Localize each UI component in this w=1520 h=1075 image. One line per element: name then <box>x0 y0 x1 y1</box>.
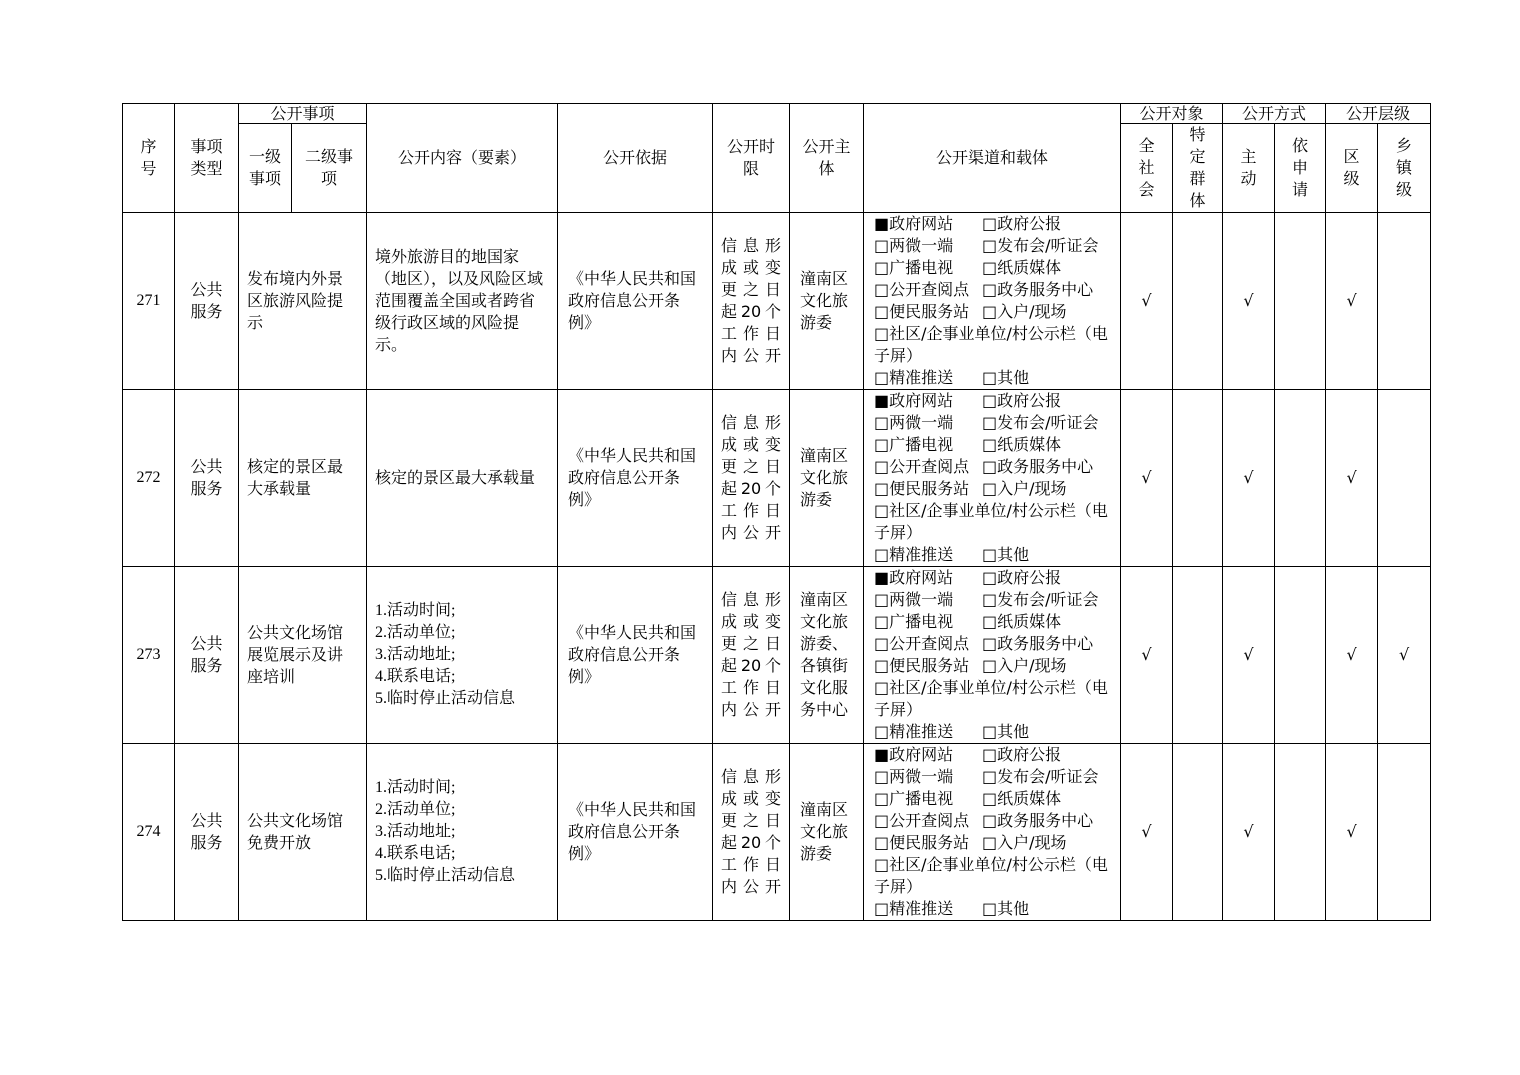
header-target: 公开对象 <box>1121 104 1223 124</box>
channel-other: □其他 <box>982 722 1030 741</box>
header-level-district: 区 级 <box>1326 124 1378 213</box>
header-type: 事项 类型 <box>175 104 239 213</box>
row-time-limit: 信息形成或变更之日起20个工作日内公开 <box>713 213 790 390</box>
row-content <box>367 567 558 744</box>
channel-press: □发布会/听证会 <box>982 236 1099 255</box>
channel-broadcast: □广播电视 <box>874 789 954 808</box>
row-type: 公共 服务 <box>175 390 239 567</box>
mark-target-all: √ <box>1121 744 1173 921</box>
channel-other: □其他 <box>982 368 1030 387</box>
header-subject: 公开主 体 <box>790 104 864 213</box>
channel-gov-site: ■政府网站 <box>874 391 954 410</box>
channel-community: □社区/企事业单位/村公示栏（电 <box>874 678 1108 697</box>
row-subject: 潼南区文化旅游委 <box>790 213 864 390</box>
row-basis: 《中华人民共和国政府信息公开条例》 <box>558 567 713 744</box>
channel-broadcast: □广播电视 <box>874 435 954 454</box>
row-basis: 《中华人民共和国政府信息公开条例》 <box>558 390 713 567</box>
table-row-274 <box>123 744 1431 921</box>
mark-method-active: √ <box>1223 744 1275 921</box>
table-row-272 <box>123 390 1431 567</box>
mark-method-apply <box>1275 744 1326 921</box>
channel-other: □其他 <box>982 545 1030 564</box>
channel-press: □发布会/听证会 <box>982 413 1099 432</box>
mark-level-town <box>1378 213 1431 390</box>
channel-service-center: □政务服务中心 <box>982 634 1094 653</box>
channel-community-cont: 子屏） <box>874 877 923 896</box>
row-type: 公共 服务 <box>175 213 239 390</box>
content-line: 4.联系电话; <box>375 668 456 685</box>
channel-community-cont: 子屏） <box>874 346 923 365</box>
content-line: 5.临时停止活动信息 <box>375 690 516 707</box>
mark-level-district: √ <box>1326 744 1378 921</box>
mark-target-group <box>1173 390 1223 567</box>
content-line: 1.活动时间; <box>375 602 456 619</box>
row-channels <box>864 744 1121 921</box>
header-basis: 公开依据 <box>558 104 713 213</box>
content-line: 3.活动地址; <box>375 823 456 840</box>
channel-gov-bulletin: □政府公报 <box>982 391 1062 410</box>
channel-paper: □纸质媒体 <box>982 612 1062 631</box>
header-target-all: 全 社 会 <box>1121 124 1173 213</box>
row-content <box>367 744 558 921</box>
row-basis: 《中华人民共和国政府信息公开条例》 <box>558 213 713 390</box>
channel-precise: □精准推送 <box>874 722 954 741</box>
channel-gov-site: ■政府网站 <box>874 568 954 587</box>
header-level2: 二级事 项 <box>292 124 367 213</box>
channel-onsite: □入户/现场 <box>982 479 1067 498</box>
channel-precise: □精准推送 <box>874 368 954 387</box>
mark-target-group <box>1173 744 1223 921</box>
mark-level-district: √ <box>1326 567 1378 744</box>
channel-broadcast: □广播电视 <box>874 612 954 631</box>
channel-gov-bulletin: □政府公报 <box>982 214 1062 233</box>
row-content <box>367 213 558 390</box>
mark-target-all: √ <box>1121 213 1173 390</box>
mark-level-town <box>1378 744 1431 921</box>
mark-target-group <box>1173 567 1223 744</box>
header-level: 公开层级 <box>1326 104 1431 124</box>
row-content <box>367 390 558 567</box>
channel-broadcast: □广播电视 <box>874 258 954 277</box>
channel-two-micro: □两微一端 <box>874 413 954 432</box>
channel-reading-point: □公开查阅点 <box>874 811 970 830</box>
header-level-town: 乡 镇 级 <box>1378 124 1431 213</box>
header-level1: 一级 事项 <box>239 124 292 213</box>
mark-level-district: √ <box>1326 213 1378 390</box>
mark-target-all: √ <box>1121 390 1173 567</box>
mark-level-district: √ <box>1326 390 1378 567</box>
channel-two-micro: □两微一端 <box>874 767 954 786</box>
content-line: 1.活动时间; <box>375 779 456 796</box>
row-item: 发布境内外景区旅游风险提示 <box>239 213 367 390</box>
mark-method-apply <box>1275 213 1326 390</box>
channel-onsite: □入户/现场 <box>982 302 1067 321</box>
channel-gov-site: ■政府网站 <box>874 745 954 764</box>
content-line: 2.活动单位; <box>375 801 456 818</box>
channel-precise: □精准推送 <box>874 899 954 918</box>
channel-reading-point: □公开查阅点 <box>874 280 970 299</box>
channel-gov-bulletin: □政府公报 <box>982 568 1062 587</box>
channel-two-micro: □两微一端 <box>874 590 954 609</box>
channel-reading-point: □公开查阅点 <box>874 457 970 476</box>
row-channels <box>864 390 1121 567</box>
mark-method-apply <box>1275 567 1326 744</box>
content-line: 5.临时停止活动信息 <box>375 867 516 884</box>
mark-method-active: √ <box>1223 390 1275 567</box>
row-item: 核定的景区最大承载量 <box>239 390 367 567</box>
channel-gov-site: ■政府网站 <box>874 214 954 233</box>
channel-service-center: □政务服务中心 <box>982 280 1094 299</box>
channel-press: □发布会/听证会 <box>982 590 1099 609</box>
row-subject: 潼南区文化旅游委、各镇街文化服务中心 <box>790 567 864 744</box>
content-line: 3.活动地址; <box>375 646 456 663</box>
header-content: 公开内容（要素） <box>367 104 558 213</box>
row-basis: 《中华人民共和国政府信息公开条例》 <box>558 744 713 921</box>
row-subject: 潼南区文化旅游委 <box>790 390 864 567</box>
header-seq: 序 号 <box>123 104 175 213</box>
header-method-active: 主 动 <box>1223 124 1275 213</box>
channel-community: □社区/企事业单位/村公示栏（电 <box>874 324 1108 343</box>
channel-press: □发布会/听证会 <box>982 767 1099 786</box>
row-type: 公共 服务 <box>175 567 239 744</box>
row-channels <box>864 567 1121 744</box>
header-target-group: 特 定 群 体 <box>1173 124 1223 213</box>
channel-gov-bulletin: □政府公报 <box>982 745 1062 764</box>
mark-target-group <box>1173 213 1223 390</box>
content-line: 4.联系电话; <box>375 845 456 862</box>
channel-community-cont: 子屏） <box>874 523 923 542</box>
content-line: 核定的景区最大承载量 <box>375 468 536 487</box>
channel-paper: □纸质媒体 <box>982 789 1062 808</box>
header-method: 公开方式 <box>1223 104 1326 124</box>
channel-two-micro: □两微一端 <box>874 236 954 255</box>
row-time-limit: 信息形成或变更之日起20个工作日内公开 <box>713 744 790 921</box>
row-item: 公共文化场馆免费开放 <box>239 744 367 921</box>
row-time-limit: 信息形成或变更之日起20个工作日内公开 <box>713 390 790 567</box>
row-seq: 274 <box>123 744 175 921</box>
mark-method-apply <box>1275 390 1326 567</box>
content-line: 2.活动单位; <box>375 624 456 641</box>
header-time-limit: 公开时 限 <box>713 104 790 213</box>
mark-target-all: √ <box>1121 567 1173 744</box>
mark-method-active: √ <box>1223 213 1275 390</box>
channel-community: □社区/企事业单位/村公示栏（电 <box>874 855 1108 874</box>
table-row-273 <box>123 567 1431 744</box>
row-subject: 潼南区文化旅游委 <box>790 744 864 921</box>
channel-other: □其他 <box>982 899 1030 918</box>
content-line: 境外旅游目的地国家（地区），以及风险区域范围覆盖全国或者跨省级行政区域的风险提示。 <box>375 247 544 354</box>
mark-method-active: √ <box>1223 567 1275 744</box>
header-public-item: 公开事项 <box>239 104 367 124</box>
channel-precise: □精准推送 <box>874 545 954 564</box>
channel-paper: □纸质媒体 <box>982 258 1062 277</box>
row-time-limit: 信息形成或变更之日起20个工作日内公开 <box>713 567 790 744</box>
channel-convenience: □便民服务站 <box>874 302 970 321</box>
header-channels: 公开渠道和载体 <box>864 104 1121 213</box>
channel-paper: □纸质媒体 <box>982 435 1062 454</box>
channel-community-cont: 子屏） <box>874 700 923 719</box>
row-type: 公共 服务 <box>175 744 239 921</box>
channel-reading-point: □公开查阅点 <box>874 634 970 653</box>
channel-service-center: □政务服务中心 <box>982 811 1094 830</box>
row-item: 公共文化场馆展览展示及讲座培训 <box>239 567 367 744</box>
table-row-271 <box>123 213 1431 390</box>
channel-onsite: □入户/现场 <box>982 833 1067 852</box>
channel-convenience: □便民服务站 <box>874 833 970 852</box>
row-seq: 272 <box>123 390 175 567</box>
channel-onsite: □入户/现场 <box>982 656 1067 675</box>
disclosure-table <box>122 103 1431 921</box>
row-seq: 271 <box>123 213 175 390</box>
row-seq: 273 <box>123 567 175 744</box>
mark-level-town: √ <box>1378 567 1431 744</box>
channel-community: □社区/企事业单位/村公示栏（电 <box>874 501 1108 520</box>
header-method-apply: 依 申 请 <box>1275 124 1326 213</box>
channel-service-center: □政务服务中心 <box>982 457 1094 476</box>
channel-convenience: □便民服务站 <box>874 479 970 498</box>
row-channels <box>864 213 1121 390</box>
mark-level-town <box>1378 390 1431 567</box>
channel-convenience: □便民服务站 <box>874 656 970 675</box>
